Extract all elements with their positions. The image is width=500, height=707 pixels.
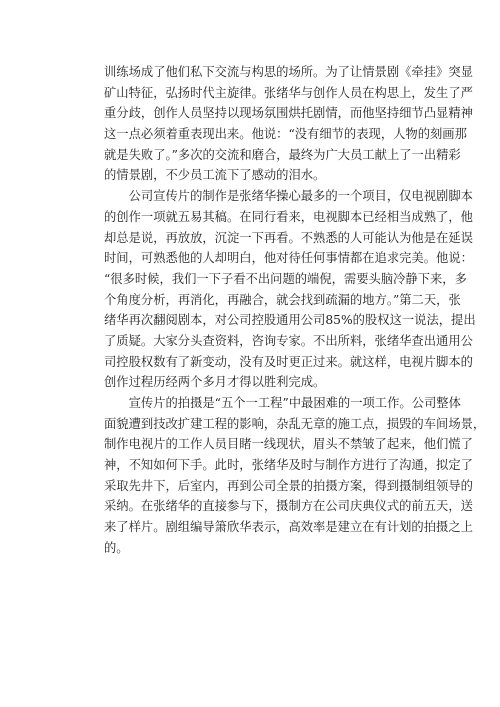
paragraph-3 — [104, 393, 486, 559]
text-line: 神，不知如何下手。此时，张绪华及时与制作方进行了沟通，拟定了 — [104, 458, 473, 473]
text-line: 创作过程历经两个多月才得以胜利完成。 — [104, 375, 326, 390]
text-line: 来了样片。剧组编导箫欣华表示，高效率是建立在有计划的拍摄之上 — [104, 520, 473, 535]
text-line: 重分歧，创作人员坚持以现场氛围烘托剧情，而他坚持细节凸显精神 — [104, 106, 473, 121]
text-line: 采取先井下，后室内，再到公司全景的拍摄方案，得到摄制组领导的 — [104, 478, 473, 493]
text-line: 公司宣传片的制作是张绪华操心最多的一个项目，仅电视剧脚本 — [104, 189, 473, 204]
paragraph-2 — [104, 186, 476, 393]
text-line: 矿山特征，弘扬时代主旋律。张绪华与创作人员在构思上，发生了严 — [104, 85, 473, 100]
text-line: 司控股权数有了新变动，没有及时更正过来。就这样，电视片脚本的 — [104, 354, 473, 369]
text-line: 的。 — [104, 540, 129, 555]
text-line: 宣传片的拍摄是“五个一工程”中最困难的一项工作。公司整体 — [104, 396, 461, 410]
text-line: 就是失败了。”多次的交流和磨合，最终为广大员工献上了一出精彩 — [104, 147, 461, 162]
text-line: 采纳。在张绪华的直接参与下，摄制方在公司庆典仪式的前五天，送 — [104, 499, 473, 514]
text-line: 的创作一项就五易其稿。在同行看来，电视脚本已经相当成熟了，他 — [104, 209, 473, 224]
text-line: “很多时候，我们一下子看不出问题的端倪，需要头脑冷静下来，多 — [104, 271, 467, 286]
text-line: 个角度分析，再消化，再融合，就会找到疏漏的地方。”第二天，张 — [104, 292, 461, 307]
body-text — [104, 62, 486, 559]
text-line: 面貌遭到技改扩建工程的影响，杂乱无章的施工点，损毁的车间场景， — [104, 416, 486, 431]
text-line: 制作电视片的工作人员目睹一线现状，眉头不禁皱了起来，他们慌了 — [104, 437, 473, 452]
paragraph-1 — [104, 62, 473, 186]
text-line: 训练场成了他们私下交流与构思的场所。为了让情景剧《牵挂》突显 — [104, 65, 473, 79]
text-line: 却总是说，再放放，沉淀一下再看。不熟悉的人可能认为他是在延误 — [104, 230, 473, 245]
text-line: 绪华再次翻阅剧本，对公司控股通用公司85%的股权这一说法，提出 — [104, 313, 476, 328]
text-line: 的情景剧，不少员工流下了感动的泪水。 — [104, 168, 326, 183]
text-line: 了质疑。大家分头查资料，咨询专家。不出所料，张绪华查出通用公 — [104, 333, 473, 348]
text-line: 这一点必须着重表现出来。他说：“没有细节的表现，人物的刻画那 — [104, 127, 467, 142]
text-line: 时间，可熟悉他的人却明白，他对待任何事情都在追求完美。他说： — [104, 251, 473, 266]
